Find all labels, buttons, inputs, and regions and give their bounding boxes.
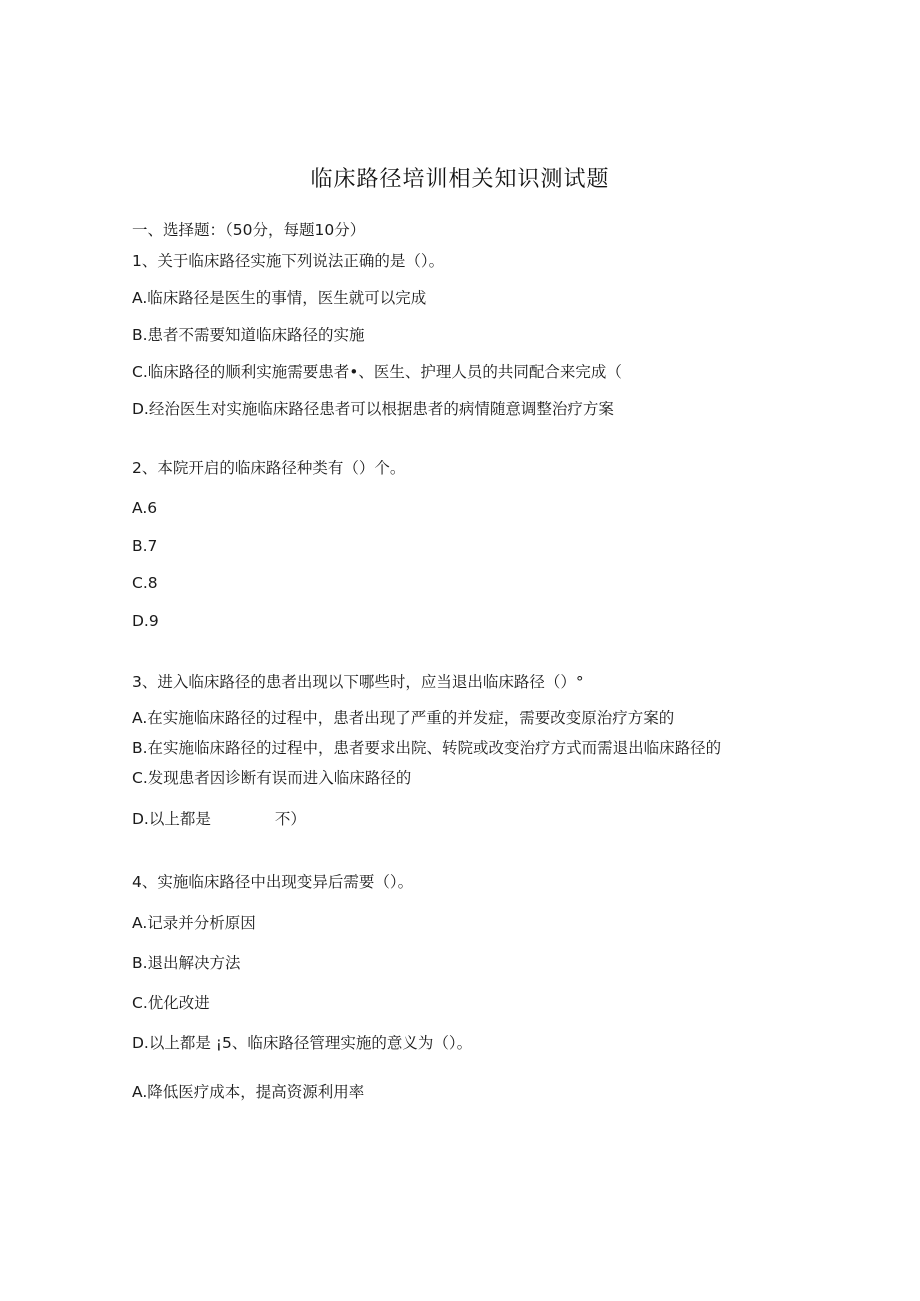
question-4-stem: 4、实施临床路径中出现变异后需要（）。 [132,873,414,891]
question-2-option-c: C.8 [132,574,158,592]
question-3-option-b: B.在实施临床路径的过程中，患者要求出院、转院或改变治疗方式而需退出临床路径的 [132,739,722,757]
question-3-stem: 3、进入临床路径的患者出现以下哪些时，应当退出临床路径（）° [132,673,584,691]
question-3-option-c: C.发现患者因诊断有误而进入临床路径的 [132,769,412,787]
question-4-option-b: B.退出解决方法 [132,954,241,972]
question-4-option-d-and-question-5-stem: D.以上都是 ¡5、临床路径管理实施的意义为（）。 [132,1034,473,1052]
question-3-option-d-text: D.以上都是 [132,810,211,828]
question-1-option-b: B.患者不需要知道临床路径的实施 [132,326,365,344]
question-4-option-c: C.优化改进 [132,994,210,1012]
section-heading: 一、选择题：（50分，每题10分） [132,221,366,239]
question-3-option-d [132,809,306,829]
question-2-stem: 2、本院开启的临床路径种类有（）个。 [132,459,406,477]
question-1-option-c: C.临床路径的顺利实施需要患者•、医生、护理人员的共同配合来完成（ [132,363,622,381]
question-5-option-a: A.降低医疗成本，提高资源利用率 [132,1083,365,1101]
question-1-option-a: A.临床路径是医生的事情，医生就可以完成 [132,289,427,307]
question-3-option-d-trailing: 不） [274,810,306,828]
question-2-option-b: B.7 [132,537,158,555]
question-1-option-d: D.经治医生对实施临床路径患者可以根据患者的病情随意调整治疗方案 [132,400,614,418]
question-2-option-d: D.9 [132,612,159,630]
question-3-option-a: A.在实施临床路径的过程中，患者出现了严重的并发症，需要改变原治疗方案的 [132,709,675,727]
question-2-option-a: A.6 [132,499,158,517]
page-title: 临床路径培训相关知识测试题 [310,167,610,192]
question-4-option-a: A.记录并分析原因 [132,914,256,932]
question-1-stem: 1、关于临床路径实施下列说法正确的是（）。 [132,252,445,270]
